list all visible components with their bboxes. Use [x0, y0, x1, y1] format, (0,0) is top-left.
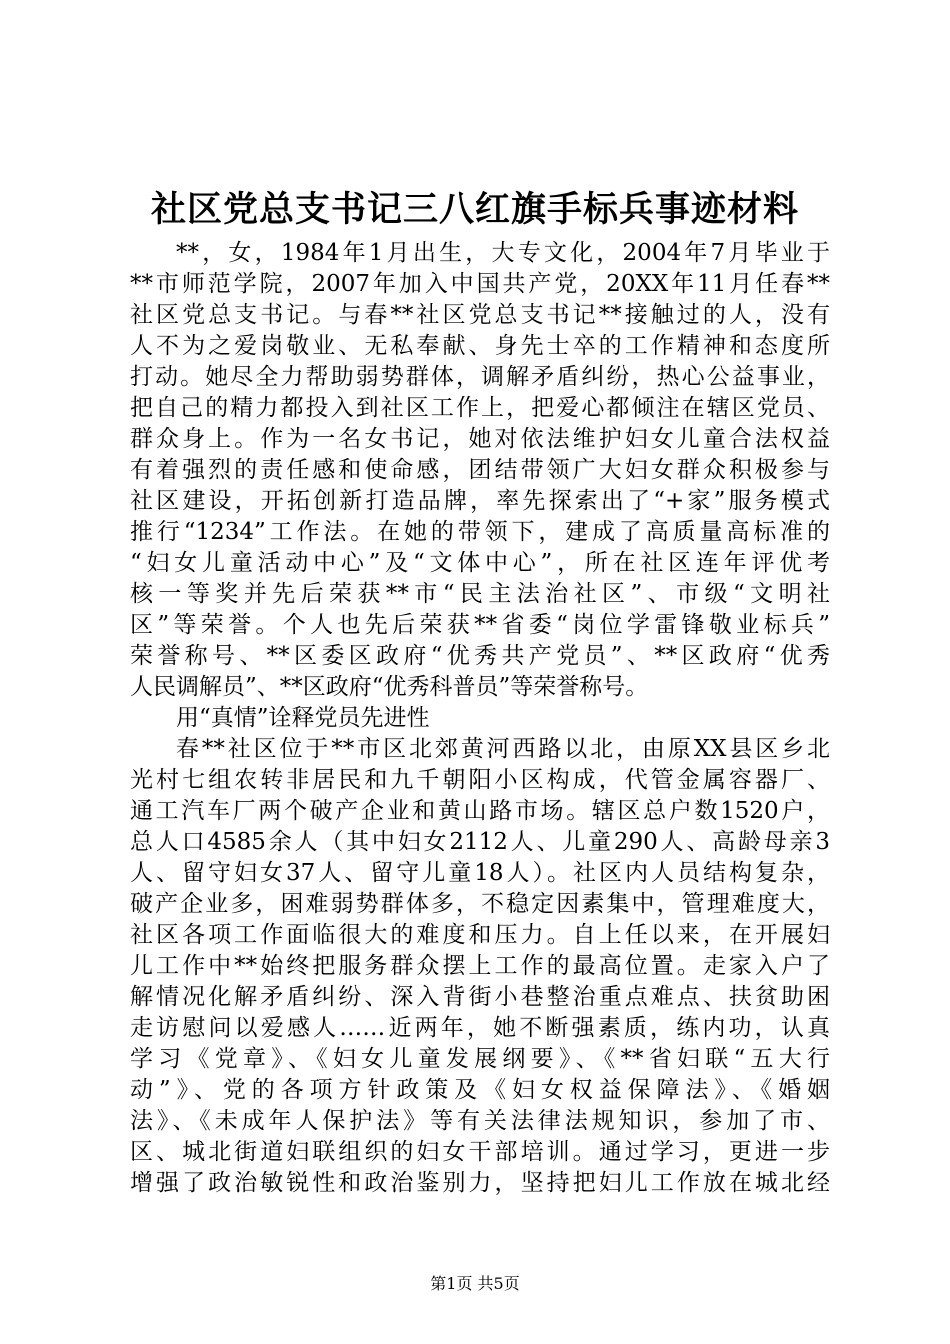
document-title: 社区党总支书记三八红旗手标兵事迹材料: [150, 189, 799, 230]
text-line: “妇女儿童活动中心”及“文体中心”，所在社区连年评优考: [130, 550, 830, 576]
text-line: 增强了政治敏锐性和政治鉴别力，坚持把妇儿工作放在城北经: [130, 1170, 830, 1196]
text-line: 人、留守妇女37人、留守儿童18人）。社区内人员结构复杂，: [130, 860, 830, 886]
text-line: 光村七组农转非居民和九千朝阳小区构成，代管金属容器厂、: [130, 767, 830, 793]
text-line: 法》、《未成年人保护法》等有关法律法规知识，参加了市、: [130, 1108, 830, 1134]
text-line: 社区党总支书记。与春**社区党总支书记**接触过的人，没有: [130, 302, 830, 328]
text-line: 群众身上。作为一名女书记，她对依法维护妇女儿童合法权益: [130, 426, 830, 452]
text-line: **市师范学院，2007年加入中国共产党，20XX年11月任春**: [130, 271, 830, 297]
text-line: 走访慰问以爱感人……近两年，她不断强素质，练内功，认真: [130, 1015, 830, 1041]
text-line: 春**社区位于**市区北郊黄河西路以北，由原XX县区乡北: [176, 736, 830, 762]
text-line: 核一等奖并先后荣获**市“民主法治社区”、市级“文明社: [130, 581, 830, 607]
text-line: 社区各项工作面临很大的难度和压力。自上任以来，在开展妇: [130, 922, 830, 948]
text-line: 儿工作中**始终把服务群众摆上工作的最高位置。走家入户了: [130, 953, 830, 979]
text-line: 区、城北街道妇联组织的妇女干部培训。通过学习，更进一步: [130, 1139, 830, 1165]
text-line: 把自己的精力都投入到社区工作上，把爱心都倾注在辖区党员、: [130, 395, 830, 421]
text-line: 推行“1234”工作法。在她的带领下，建成了高质量高标准的: [130, 519, 830, 545]
text-line: 有着强烈的责任感和使命感，团结带领广大妇女群众积极参与: [130, 457, 830, 483]
section-heading: 用“真情”诠释党员先进性: [176, 705, 430, 731]
text-line: 人民调解员”、**区政府“优秀科普员”等荣誉称号。: [130, 674, 649, 700]
text-line: 社区建设，开拓创新打造品牌，率先探索出了“+家”服务模式: [130, 488, 830, 514]
text-line: 破产企业多，困难弱势群体多，不稳定因素集中，管理难度大，: [130, 891, 830, 917]
text-line: 打动。她尽全力帮助弱势群体，调解矛盾纠纷，热心公益事业，: [130, 364, 830, 390]
text-line: 人不为之爱岗敬业、无私奉献、身先士卒的工作精神和态度所: [130, 333, 830, 359]
text-line: 区”等荣誉。个人也先后荣获**省委“岗位学雷锋敬业标兵”: [130, 612, 830, 638]
text-line: 解情况化解矛盾纠纷、深入背街小巷整治重点难点、扶贫助困: [130, 984, 830, 1010]
text-line: 总人口4585余人（其中妇女2112人、儿童290人、高龄母亲3: [130, 829, 830, 855]
page-footer: 第1页 共5页: [430, 1274, 520, 1293]
text-line: 动”》、党的各项方针政策及《妇女权益保障法》、《婚姻: [130, 1077, 830, 1103]
text-line: **，女，1984年1月出生，大专文化，2004年7月毕业于: [176, 240, 830, 266]
text-line: 学习《党章》、《妇女儿童发展纲要》、《**省妇联“五大行: [130, 1046, 830, 1072]
text-line: 通工汽车厂两个破产企业和黄山路市场。辖区总户数1520户，: [130, 798, 830, 824]
document-body: [130, 238, 830, 1199]
text-line: 荣誉称号、**区委区政府“优秀共产党员”、**区政府“优秀: [130, 643, 830, 669]
